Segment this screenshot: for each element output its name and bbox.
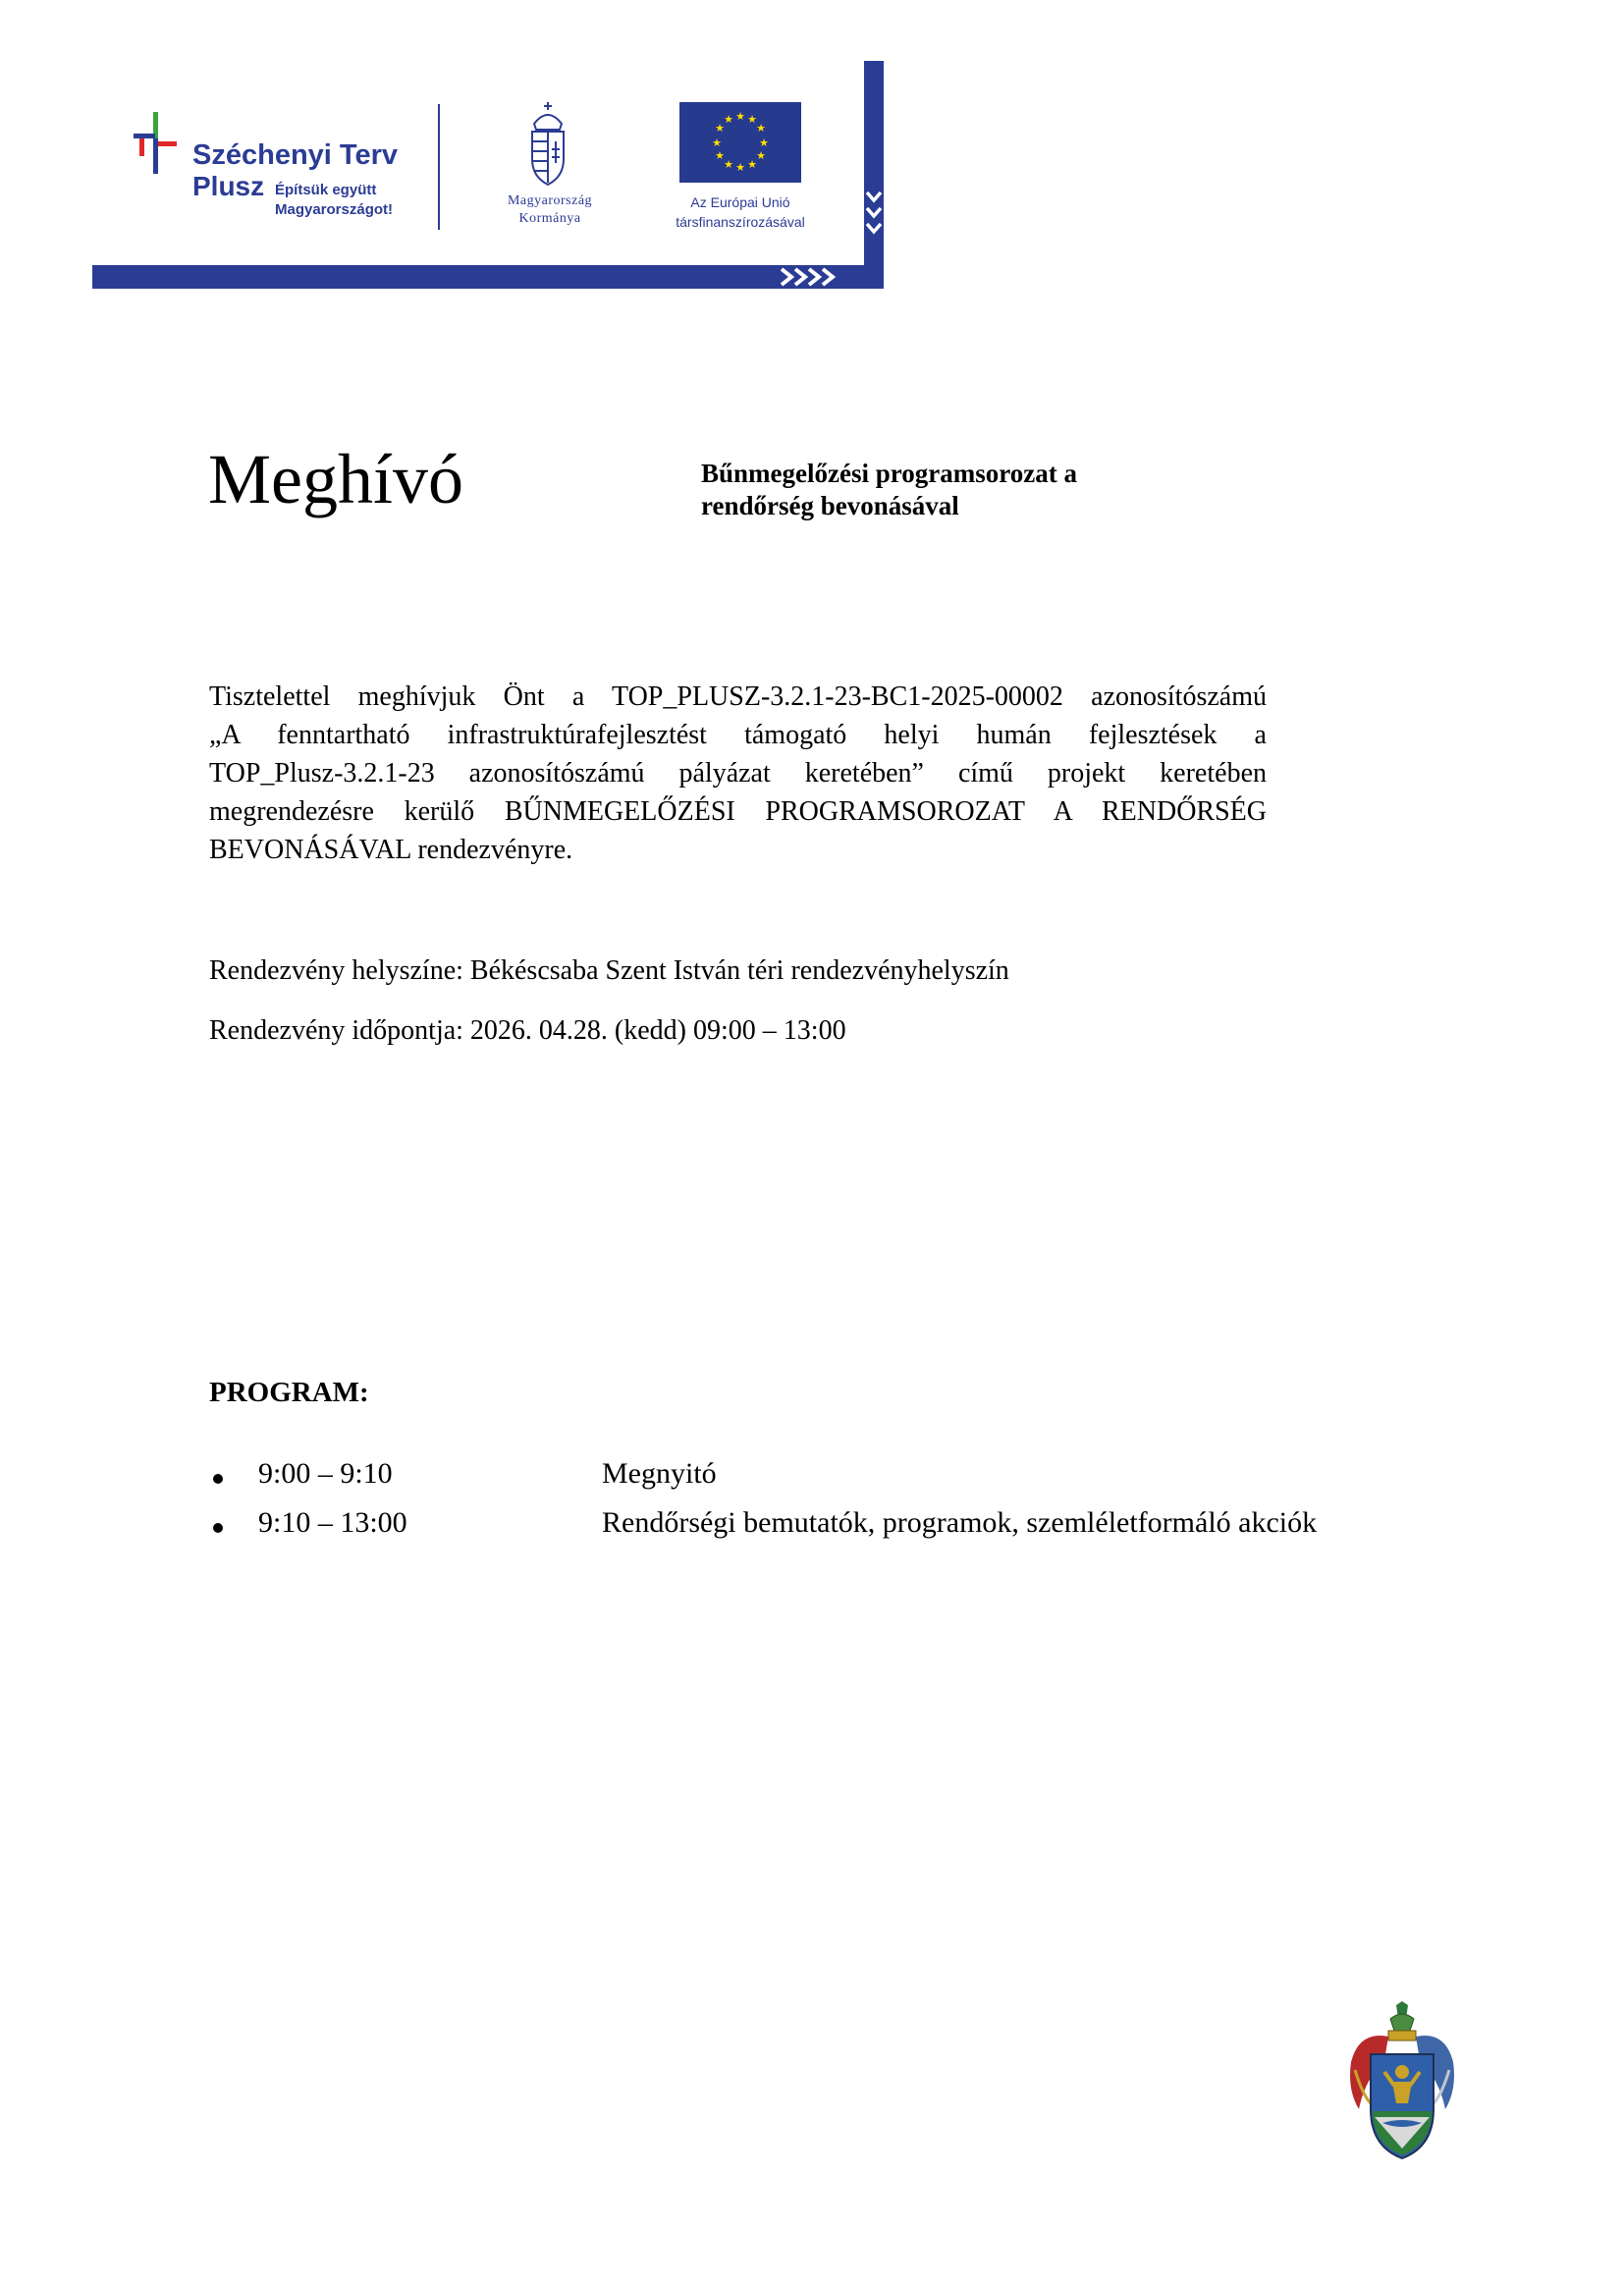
chevron-right-icon (780, 266, 850, 288)
svg-text:★: ★ (724, 113, 733, 126)
eu-line: Az Európai Unió (690, 194, 790, 210)
svg-text:★: ★ (735, 161, 745, 174)
szechenyi-title: Széchenyi Terv (192, 139, 399, 171)
svg-text:★: ★ (759, 136, 769, 149)
event-datetime: Rendezvény időpontja: 2026. 04.28. (kedd) 09:00 – 13:00 (209, 1015, 846, 1046)
svg-text:★: ★ (715, 149, 725, 162)
szechenyi-cross-icon (134, 112, 177, 179)
event-location: Rendezvény helyszíne: Békéscsaba Szent István téri rendezvényhelyszín (209, 955, 1009, 986)
paragraph-line: „A fenntartható infrastruktúrafejlesztést támogató helyi humán fejlesztések a (209, 720, 1267, 750)
subtitle-line: rendőrség bevonásával (701, 491, 959, 520)
eu-line: társfinanszírozásával (676, 214, 805, 230)
svg-text:★: ★ (735, 110, 745, 123)
svg-text:★: ★ (756, 149, 766, 162)
bullet-icon (213, 1523, 223, 1533)
header-banner (92, 61, 884, 289)
szechenyi-plus: Plusz (192, 171, 265, 201)
page-subtitle (701, 458, 1172, 522)
government-caption (477, 192, 623, 228)
tagline-line: Magyarországot! (275, 201, 394, 218)
paragraph-line: Tisztelettel meghívjuk Önt a TOP_PLUSZ-3.2.1-23-BC1-2025-00002 azonosítószámú (209, 681, 1267, 712)
list-item (209, 1506, 1486, 1550)
svg-text:★: ★ (747, 158, 757, 171)
tagline-line: Építsük együtt (275, 182, 377, 198)
list-item (209, 1457, 1486, 1500)
eu-flag (679, 102, 801, 183)
svg-text:★: ★ (724, 158, 733, 171)
paragraph-line: megrendezésre kerülő BŰNMEGELŐZÉSI PROGRAMSOROZAT A RENDŐRSÉG (209, 796, 1267, 827)
logo-divider (438, 104, 440, 230)
eu-caption (642, 192, 839, 232)
svg-text:★: ★ (747, 113, 757, 126)
program-description: Rendőrségi bemutatók, programok, szemléletformáló akciók (602, 1506, 1318, 1539)
program-time: 9:00 – 9:10 (258, 1457, 393, 1490)
bullet-icon (213, 1474, 223, 1484)
paragraph-line: TOP_Plusz-3.2.1-23 azonosítószámú pályázat keretében” című projekt keretében (209, 758, 1267, 789)
subtitle-line: Bűnmegelőzési programsorozat a (701, 459, 1077, 488)
government-line: Magyarország (507, 193, 593, 208)
svg-text:★: ★ (756, 122, 766, 135)
paragraph-line: BEVONÁSÁVAL rendezvényre. (209, 835, 573, 865)
program-heading: PROGRAM: (209, 1377, 369, 1408)
szechenyi-tagline (275, 181, 393, 220)
svg-text:★: ★ (715, 122, 725, 135)
svg-text:★: ★ (712, 136, 722, 149)
hungarian-coat-of-arms-icon (526, 102, 569, 187)
city-coat-of-arms-icon (1345, 2001, 1459, 2160)
chevron-down-icon (864, 189, 884, 251)
invitation-paragraph (209, 678, 1267, 869)
program-time: 9:10 – 13:00 (258, 1506, 407, 1539)
banner-vertical-bar (864, 61, 884, 289)
program-description: Megnyitó (602, 1457, 717, 1490)
page-title: Meghívó (208, 440, 463, 518)
banner-horizontal-bar (92, 265, 884, 289)
eu-stars-icon (679, 102, 801, 183)
government-line: Kormánya (518, 211, 581, 226)
